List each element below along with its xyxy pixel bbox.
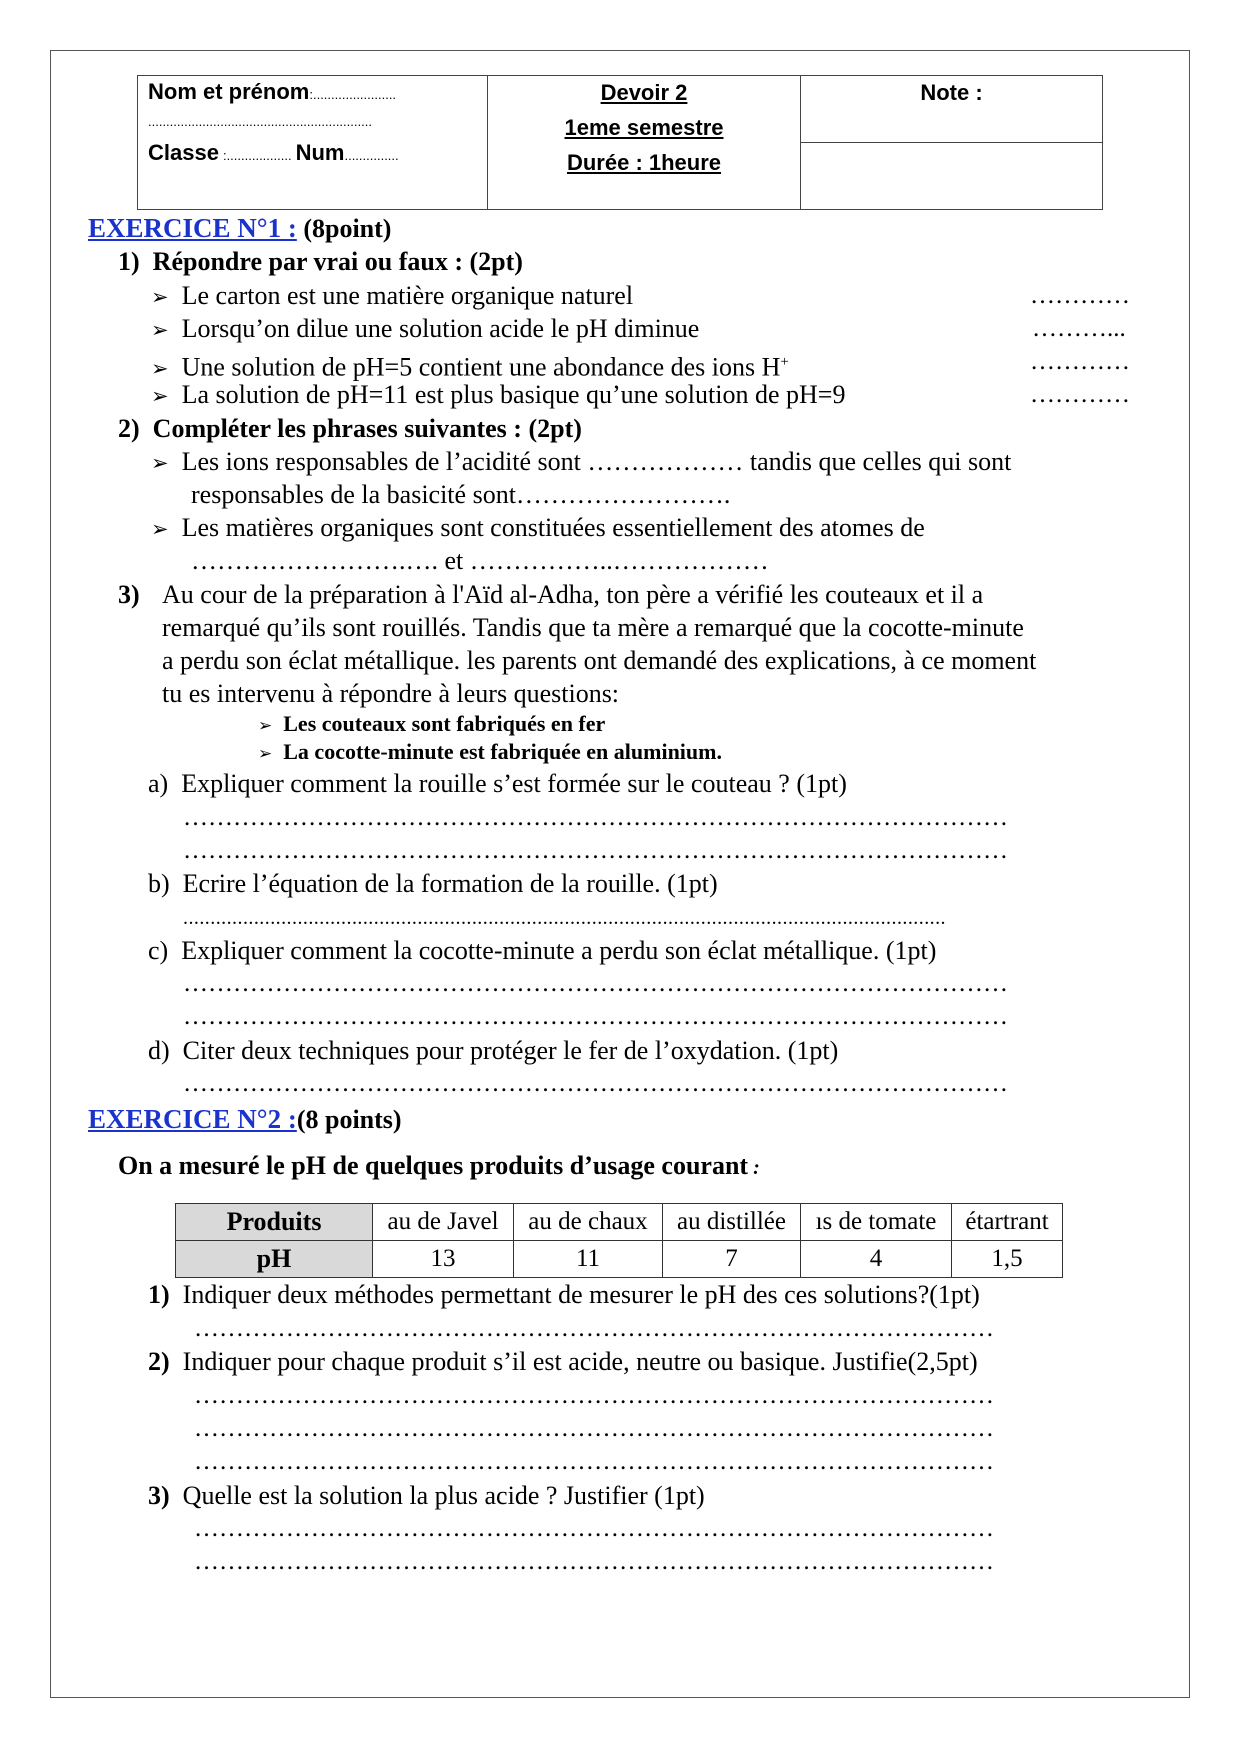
q3a-label: a) bbox=[148, 769, 169, 798]
q3c-text: Expliquer comment la cocotte-minute a perdu son éclat métallique. (1pt) bbox=[181, 936, 937, 965]
ph-value: 1,5 bbox=[952, 1241, 1063, 1278]
exercise-2-intro bbox=[118, 1150, 760, 1184]
exam-info-cell bbox=[488, 76, 801, 209]
ph-row bbox=[176, 1241, 1063, 1278]
q3-number: 3) bbox=[118, 580, 140, 609]
q3-line-4: tu es intervenu à répondre à leurs questions: bbox=[162, 679, 620, 708]
arrow-bullet-icon: ➢ bbox=[258, 716, 273, 736]
num-field[interactable]: ............... bbox=[344, 148, 399, 163]
answer-line[interactable]: …………………………………………………………………………………… bbox=[194, 1448, 994, 1475]
arrow-bullet-icon: ➢ bbox=[151, 517, 169, 541]
product-cell bbox=[952, 1204, 1063, 1241]
name-field-line2[interactable]: .............................................................. bbox=[148, 114, 372, 129]
q1-item-text: Une solution de pH=5 contient une abondance des ions H bbox=[181, 352, 781, 382]
q2-title: Compléter les phrases suivantes : (2pt) bbox=[152, 414, 582, 443]
ex2-q1-text: Indiquer deux méthodes permettant de mesurer le pH des ces solutions?(1pt) bbox=[182, 1280, 980, 1309]
q3b-label: b) bbox=[148, 869, 170, 898]
answer-line[interactable]: ……………………………………………………………………………………… bbox=[183, 804, 1008, 831]
ph-value: 7 bbox=[663, 1241, 801, 1278]
product-name: au de chaux bbox=[528, 1208, 648, 1235]
answer-line[interactable]: ……………………………………………………………………………………… bbox=[183, 970, 1008, 997]
answer-blank[interactable]: ………... bbox=[1032, 315, 1126, 342]
q1-item-text: Lorsqu’on dilue une solution acide le pH diminue bbox=[181, 314, 700, 343]
q2-item-1 bbox=[151, 446, 1011, 479]
q2-item-1-line1: Les ions responsables de l’acidité sont ……………… tandis que celles qui sont bbox=[181, 447, 1012, 476]
intro-text: On a mesuré le pH de quelques produits d’usage courant bbox=[118, 1151, 749, 1180]
q1-item-1 bbox=[151, 280, 633, 313]
ph-value: 11 bbox=[514, 1241, 663, 1278]
name-field[interactable]: :....................... bbox=[309, 87, 397, 102]
q3d-label: d) bbox=[148, 1036, 170, 1065]
q3c bbox=[148, 935, 936, 967]
products-row bbox=[176, 1204, 1063, 1241]
q3b-text: Ecrire l’équation de la formation de la rouille. (1pt) bbox=[182, 869, 718, 898]
answer-line[interactable]: ……………………………………………………………………………………… bbox=[183, 1070, 1008, 1097]
answer-line[interactable]: …………………………………………………………………………………… bbox=[194, 1515, 994, 1542]
ex2-q2-number: 2) bbox=[148, 1347, 170, 1376]
q3-line-3: a perdu son éclat métallique. les parents ont demandé des explications, à ce moment bbox=[162, 646, 1037, 675]
note-cell bbox=[801, 76, 1102, 143]
q3a bbox=[148, 768, 847, 800]
q3d bbox=[148, 1035, 838, 1067]
q3a-text: Expliquer comment la rouille s’est formée sur le couteau ? (1pt) bbox=[181, 769, 847, 798]
answer-line[interactable]: …………………………………………………………………………………… bbox=[194, 1415, 994, 1442]
ex2-q3-number: 3) bbox=[148, 1481, 170, 1510]
exercise-2-title[interactable]: EXERCICE N°2 : bbox=[88, 1104, 297, 1134]
class-label: Classe bbox=[148, 140, 219, 165]
q2-heading bbox=[118, 413, 582, 445]
ex2-q2 bbox=[148, 1346, 978, 1378]
product-name: étartrant bbox=[965, 1208, 1049, 1235]
answer-line[interactable]: ............................................................................................................................................ bbox=[183, 907, 946, 929]
note-label: Note : bbox=[920, 80, 983, 105]
q1-title: Répondre par vrai ou faux : (2pt) bbox=[152, 247, 523, 276]
name-label: Nom et prénom bbox=[148, 79, 310, 104]
ph-table bbox=[175, 1203, 1063, 1278]
q2-item-2-line2[interactable]: …………………….…. et ……………..……………… bbox=[191, 546, 769, 575]
q2-item-1-line2[interactable]: responsables de la basicité sont……………………. bbox=[191, 480, 731, 509]
answer-line[interactable]: …………………………………………………………………………………… bbox=[194, 1548, 994, 1575]
header-table bbox=[137, 75, 1103, 210]
arrow-bullet-icon: ➢ bbox=[151, 318, 169, 342]
q3-line-1: Au cour de la préparation à l'Aïd al-Adha, ton père a vérifié les couteaux et il a bbox=[162, 580, 984, 609]
product-cell bbox=[514, 1204, 663, 1241]
q1-item-text: La solution de pH=11 est plus basique qu’une solution de pH=9 bbox=[181, 380, 846, 409]
q2-item-2 bbox=[151, 512, 925, 545]
q1-item-4 bbox=[151, 379, 845, 412]
answer-blank[interactable]: ………… bbox=[1030, 348, 1130, 375]
ex2-q3 bbox=[148, 1480, 705, 1512]
ex2-q1-number: 1) bbox=[148, 1280, 170, 1309]
q2-item-2-line1: Les matières organiques sont constituées essentiellement des atomes de bbox=[181, 513, 925, 542]
answer-line[interactable]: ……………………………………………………………………………………… bbox=[183, 837, 1008, 864]
answer-line[interactable]: …………………………………………………………………………………… bbox=[194, 1315, 994, 1342]
arrow-bullet-icon: ➢ bbox=[151, 356, 169, 381]
product-cell bbox=[801, 1204, 952, 1241]
q2-number: 2) bbox=[118, 414, 140, 443]
arrow-bullet-icon: ➢ bbox=[151, 285, 169, 309]
product-name: au de Javel bbox=[387, 1208, 499, 1235]
num-label: Num bbox=[295, 140, 345, 165]
q1-item-2 bbox=[151, 313, 699, 346]
q1-heading bbox=[118, 246, 523, 278]
class-field[interactable]: :.................. bbox=[222, 148, 292, 163]
q1-item-text: Le carton est une matière organique naturel bbox=[181, 281, 634, 310]
fact-1 bbox=[258, 711, 605, 737]
student-info-cell bbox=[138, 76, 488, 209]
exercise-1-heading bbox=[88, 212, 391, 245]
answer-line[interactable]: …………………………………………………………………………………… bbox=[194, 1382, 994, 1409]
arrow-bullet-icon: ➢ bbox=[151, 451, 169, 475]
fact-text: La cocotte-minute est fabriquée en aluminium. bbox=[283, 739, 722, 764]
q3c-label: c) bbox=[148, 936, 169, 965]
fact-2 bbox=[258, 739, 722, 765]
fact-text: Les couteaux sont fabriqués en fer bbox=[283, 711, 606, 736]
exercise-2-points: (8 points) bbox=[296, 1105, 402, 1134]
q1-number: 1) bbox=[118, 247, 140, 276]
superscript-plus: + bbox=[780, 354, 789, 370]
exercise-2-heading bbox=[88, 1103, 402, 1136]
ph-value: 13 bbox=[373, 1241, 514, 1278]
arrow-bullet-icon: ➢ bbox=[258, 744, 273, 764]
product-cell bbox=[373, 1204, 514, 1241]
product-name: au distillée bbox=[677, 1208, 786, 1235]
ph-header: pH bbox=[176, 1241, 373, 1278]
products-header: Produits bbox=[176, 1204, 373, 1241]
arrow-bullet-icon: ➢ bbox=[151, 384, 169, 408]
ph-value: 4 bbox=[801, 1241, 952, 1278]
semester: 1eme semestre bbox=[564, 115, 724, 140]
answer-blank[interactable]: ………… bbox=[1030, 381, 1130, 408]
q3-line-2: remarqué qu’ils sont rouillés. Tandis que ta mère a remarqué que la cocotte-minute bbox=[162, 613, 1024, 642]
ex2-q1 bbox=[148, 1279, 980, 1311]
product-cell bbox=[663, 1204, 801, 1241]
q3b bbox=[148, 868, 718, 900]
intro-colon: : bbox=[748, 1157, 760, 1179]
ex2-q2-text: Indiquer pour chaque produit s’il est acide, neutre ou basique. Justifie(2,5pt) bbox=[182, 1347, 978, 1376]
answer-blank[interactable]: ………… bbox=[1030, 282, 1130, 309]
exercise-1-title[interactable]: EXERCICE N°1 : bbox=[88, 213, 297, 243]
answer-line[interactable]: ……………………………………………………………………………………… bbox=[183, 1003, 1008, 1030]
ex2-q3-text: Quelle est la solution la plus acide ? Justifier (1pt) bbox=[182, 1481, 705, 1510]
duration: Durée : 1heure bbox=[566, 150, 722, 175]
devoir-title: Devoir 2 bbox=[600, 80, 688, 105]
q3d-text: Citer deux techniques pour protéger le fer de l’oxydation. (1pt) bbox=[182, 1036, 839, 1065]
exercise-1-points: (8point) bbox=[303, 214, 392, 243]
product-name: ıs de tomate bbox=[815, 1208, 937, 1235]
